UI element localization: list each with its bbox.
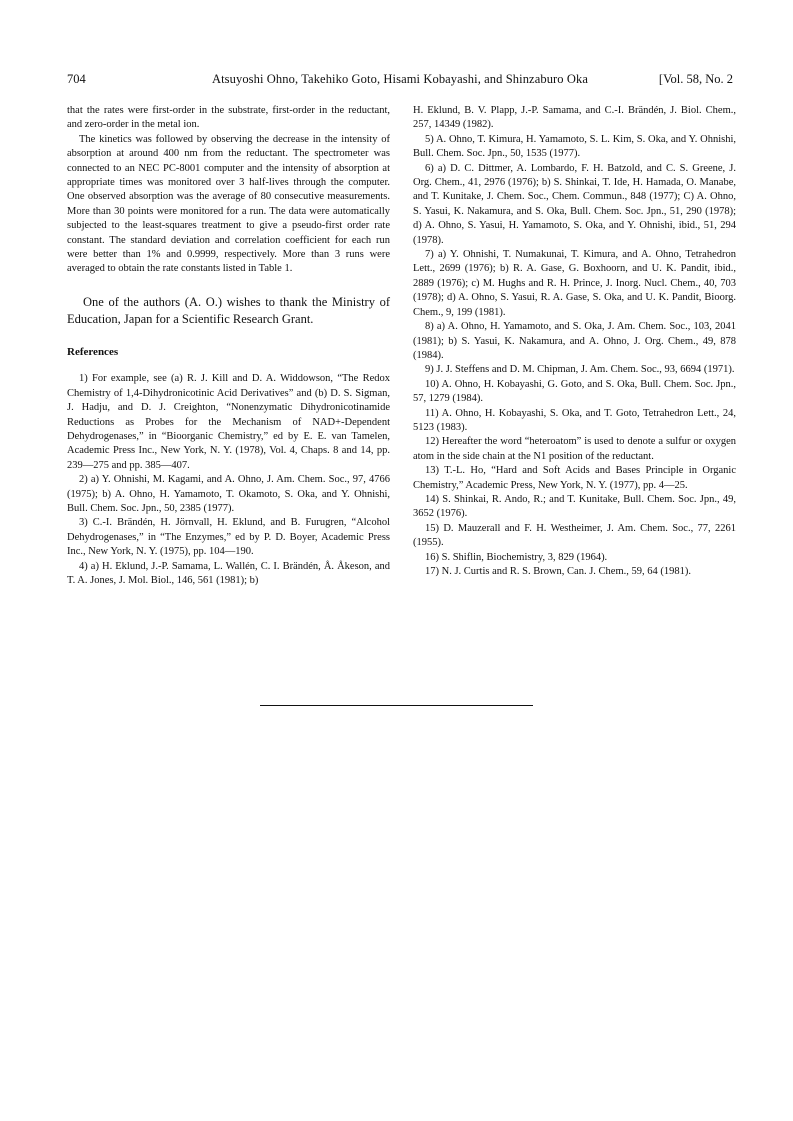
reference-item: 15) D. Mauzerall and F. H. Westheimer, J. Am. Chem. Soc., 77, 2261 (1955). — [413, 522, 736, 549]
reference-continuation: H. Eklund, B. V. Plapp, J.-P. Samama, and C.-I. Brändén, J. Biol. Chem., 257, 14349 (1982). — [413, 105, 736, 131]
reference-item: 12) Hereafter the word “heteroatom” is used to denote a sulfur or oxygen atom in the side chain at the N1 position of the reductant. — [413, 436, 736, 462]
left-column — [67, 104, 390, 588]
acknowledgement: One of the authors (A. O.) wishes to thank the Ministry of Education, Japan for a Scientific Research Grant. — [67, 294, 390, 326]
reference-item: 10) A. Ohno, H. Kobayashi, G. Goto, and S. Oka, Bull. Chem. Soc. Jpn., 57, 1279 (1984). — [413, 378, 736, 405]
reference-item: 16) S. Shiflin, Biochemistry, 3, 829 (1964). — [425, 551, 608, 563]
reference-item: 6) a) D. C. Dittmer, A. Lombardo, F. H. Batzold, and C. S. Greene, J. Org. Chem., 41, 2976 (1976); b) S. Shinkai, T. Ide, H. Hamada, O. Manabe, and T. Kunitake, J. Chem. Soc., Chem. Commun., 848 (1977); C) A. Ohno, S. Yasui, K. Nakamura, and S. Oka, Bull. Chem. Soc. Jpn., 51, 290 (1978); d) A. Ohno, S. Yasui, H. Yamamoto, S. Oka, and Y. Ohnishi, ibid., 51, 294 (1978). — [413, 162, 736, 246]
reference-item: 3) C.-I. Brändén, H. Jörnvall, H. Eklund, and B. Furugren, “Alcohol Dehydrogenases,” in “The Enzymes,” ed by P. D. Boyer, Academic Press Inc., New York, N. Y. (1975), pp. 104—190. — [67, 517, 390, 558]
header-volume: [Vol. 58, No. 2 — [658, 72, 733, 86]
reference-item: 14) S. Shinkai, R. Ando, R.; and T. Kunitake, Bull. Chem. Soc. Jpn., 49, 3652 (1976). — [413, 493, 736, 520]
reference-item: 17) N. J. Curtis and R. S. Brown, Can. J. Chem., 59, 64 (1981). — [425, 566, 691, 577]
reference-item: 5) A. Ohno, T. Kimura, H. Yamamoto, S. L. Kim, S. Oka, and Y. Ohnishi, Bull. Chem. Soc. Jpn., 50, 1535 (1977). — [413, 133, 736, 160]
reference-item: 9) J. J. Steffens and D. M. Chipman, J. Am. Chem. Soc., 93, 6694 (1971). — [425, 364, 735, 376]
reference-item: 13) T.-L. Ho, “Hard and Soft Acids and Bases Principle in Organic Chemistry,” Academic Press, New York, N. Y. (1977), pp. 4—25. — [413, 465, 736, 491]
end-rule — [260, 705, 533, 706]
reference-item: 7) a) Y. Ohnishi, T. Numakunai, T. Kimura, and A. Ohno, Tetrahedron Lett., 2699 (1976); b) R. A. Gase, G. Boxhoorn, and U. K. Pandit, ibid., 2889 (1976); c) M. Hughs and R. H. Prince, J. Inorg. Nucl. Chem., 40, 703 (1978); d) A. Ohno, S. Yasui, R. A. Gase, S. Oka, and U. K. Pandit, Bioorg. Chem., 9, 199 (1981). — [413, 249, 736, 318]
reference-item: 1) For example, see (a) R. J. Kill and D. A. Widdowson, “The Redox Chemistry of 1,4-Dihydronicotinic Acid Derivatives” and (b) D. S. Sigman, J. Hadju, and D. J. Creighton, “Nonenzymatic Dihydronicotinamide Reductions as Probes for the Mechanism of NAD+-Dependent Dehydrogenases,” in “Bioorganic Chemistry,” ed by E. E. van Tamelen, Academic Press Inc., New York, N. Y. (1978), Vol. 4, Chaps. 8 and 14, pp. 239—275 and pp. 385—407. — [67, 373, 390, 471]
reference-item: 8) a) A. Ohno, H. Yamamoto, and S. Oka, J. Am. Chem. Soc., 103, 2041 (1981); b) S. Yasui, K. Nakamura, and A. Ohno, J. Org. Chem., 49, 878 (1984). — [413, 321, 736, 361]
reference-item: 2) a) Y. Ohnishi, M. Kagami, and A. Ohno, J. Am. Chem. Soc., 97, 4766 (1975); b) A. Ohno, H. Yamamoto, T. Okamoto, S. Oka, and Y. Ohnishi, Bull. Chem. Soc. Jpn., 50, 2385 (1977). — [67, 474, 390, 514]
references-heading: References — [67, 345, 119, 358]
body-paragraph: The kinetics was followed by observing the decrease in the intensity of absorption at around 400 nm from the reductant. The spectrometer was connected to an NEC PC-8001 computer and the intensity of absorption at appropriate times was monitored over 3 half-lives through the computer. One observed absorption was the average of 80 consecutive measurements. More than 30 points were monitored for a run. The data were automatically subjected to the least-squares treatment to give a pseudo-first order rate constant. The standard deviation and correlation coefficient for each run were better than 1% and 0.9999, respectively. More than 3 runs were averaged to obtain the rate constants listed in Table 1. — [67, 133, 390, 275]
page-number: 704 — [67, 72, 86, 86]
body-paragraph: that the rates were first-order in the substrate, first-order in the reductant, and zero-order in the metal ion. — [67, 105, 390, 131]
right-column — [413, 104, 736, 579]
running-header — [67, 72, 733, 90]
reference-item: 4) a) H. Eklund, J.-P. Samama, L. Wallén, C. I. Brändén, Å. Åkeson, and T. A. Jones, J. Mol. Biol., 146, 561 (1981); b) — [67, 560, 390, 586]
reference-item: 11) A. Ohno, H. Kobayashi, S. Oka, and T. Goto, Tetrahedron Lett., 24, 5123 (1983). — [413, 407, 736, 433]
header-authors: Atsuyoshi Ohno, Takehiko Goto, Hisami Kobayashi, and Shinzaburo Oka — [211, 72, 589, 86]
